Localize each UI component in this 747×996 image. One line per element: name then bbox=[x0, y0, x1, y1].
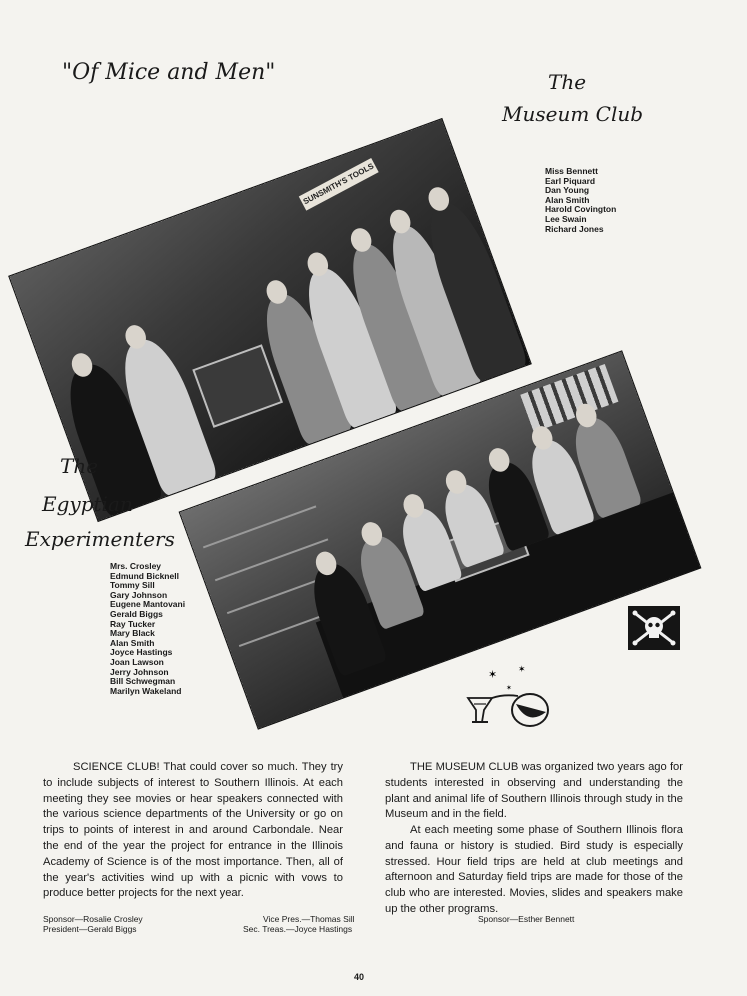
museum-club-description-1: THE MUSEUM CLUB was organized two years ago for students interested in observing and understanding the plant and animal life of Southern Illinois through study in the Museum and in the field. bbox=[385, 761, 683, 821]
science-secretary-treasurer-credit: Sec. Treas.—Joyce Hastings bbox=[243, 924, 353, 934]
page-title: "Of Mice and Men" bbox=[62, 60, 276, 85]
roster-name: Alan Smith bbox=[110, 637, 155, 648]
roster-name: Tommy Sill bbox=[110, 580, 155, 591]
science-vice-president-credit: Vice Pres.—Thomas Sill bbox=[263, 914, 355, 924]
roster-name: Bill Schwegman bbox=[110, 676, 176, 687]
museum-club-roster bbox=[545, 167, 616, 234]
roster-name: Richard Jones bbox=[545, 223, 604, 234]
roster-name: Dan Young bbox=[545, 185, 590, 196]
roster-name: Lee Swain bbox=[545, 213, 587, 224]
shelf bbox=[203, 505, 316, 548]
science-club-description: SCIENCE CLUB! That could cover so much. They try to include subjects of interest to Southern Illinois. At each meeting they see movies or hear speakers connected with the various science departments of the University or go on trips to points of interest in and around Carbondale. Near the end of the year the project for entrance in the Illinois Academy of Science is of the most importance. Then, all of the year's activities wind up with a picnic with vows to produce better projects for the next year. bbox=[43, 761, 343, 900]
museum-sponsor-credit: Sponsor—Esther Bennett bbox=[478, 914, 575, 924]
roster-name: Jerry Johnson bbox=[110, 666, 169, 677]
roster-name: Ray Tucker bbox=[110, 618, 156, 629]
roster-name: Edmund Bicknell bbox=[110, 570, 179, 581]
museum-club-heading: Museum Club bbox=[502, 102, 644, 126]
roster-name: Harold Covington bbox=[545, 204, 617, 215]
egyptian-experimenters-heading-line2: Experimenters bbox=[25, 527, 175, 551]
roster-name: Mrs. Crosley bbox=[110, 561, 162, 571]
roster-name: Mary Black bbox=[110, 628, 155, 639]
display-cabinet bbox=[192, 344, 283, 428]
roster-name: Eugene Mantovani bbox=[110, 599, 186, 610]
svg-text:✶: ✶ bbox=[488, 668, 498, 681]
shelf bbox=[215, 538, 328, 581]
science-president-credit: President—Gerald Biggs bbox=[43, 924, 137, 934]
museum-club-description-2: At each meeting some phase of Southern Illinois flora and fauna or history is studied. Bird study is especially stressed. Hour field trips are held at club meetings and afternoon and Saturday field trips are made for those of the club who are interested. Movies, slides and speakers make up the other programs. bbox=[385, 824, 683, 915]
beaker-retort-icon bbox=[462, 664, 554, 728]
roster-name: Earl Piquard bbox=[545, 175, 596, 186]
roster-name: Gerald Biggs bbox=[110, 608, 163, 619]
skull-and-crossbones-icon bbox=[628, 606, 680, 650]
roster-name: Joan Lawson bbox=[110, 656, 164, 667]
roster-name: Marilyn Wakeland bbox=[110, 685, 182, 696]
roster-name: Miss Bennett bbox=[545, 166, 598, 176]
roster-name: Alan Smith bbox=[545, 194, 590, 205]
egyptian-experimenters-roster bbox=[110, 562, 185, 696]
roster-name: Joyce Hastings bbox=[110, 647, 173, 658]
page-number: 40 bbox=[354, 972, 365, 982]
museum-club-heading-the: The bbox=[548, 70, 587, 94]
svg-text:✶: ✶ bbox=[506, 684, 512, 692]
egyptian-experimenters-heading-the: The bbox=[60, 454, 99, 478]
science-sponsor-credit: Sponsor—Rosalie Crosley bbox=[43, 914, 143, 924]
egyptian-experimenters-heading-line1: Egyptian bbox=[42, 492, 133, 516]
svg-text:✶: ✶ bbox=[518, 665, 526, 675]
roster-name: Gary Johnson bbox=[110, 589, 168, 600]
store-sign: SUNSMITH'S TOOLS bbox=[299, 158, 379, 211]
